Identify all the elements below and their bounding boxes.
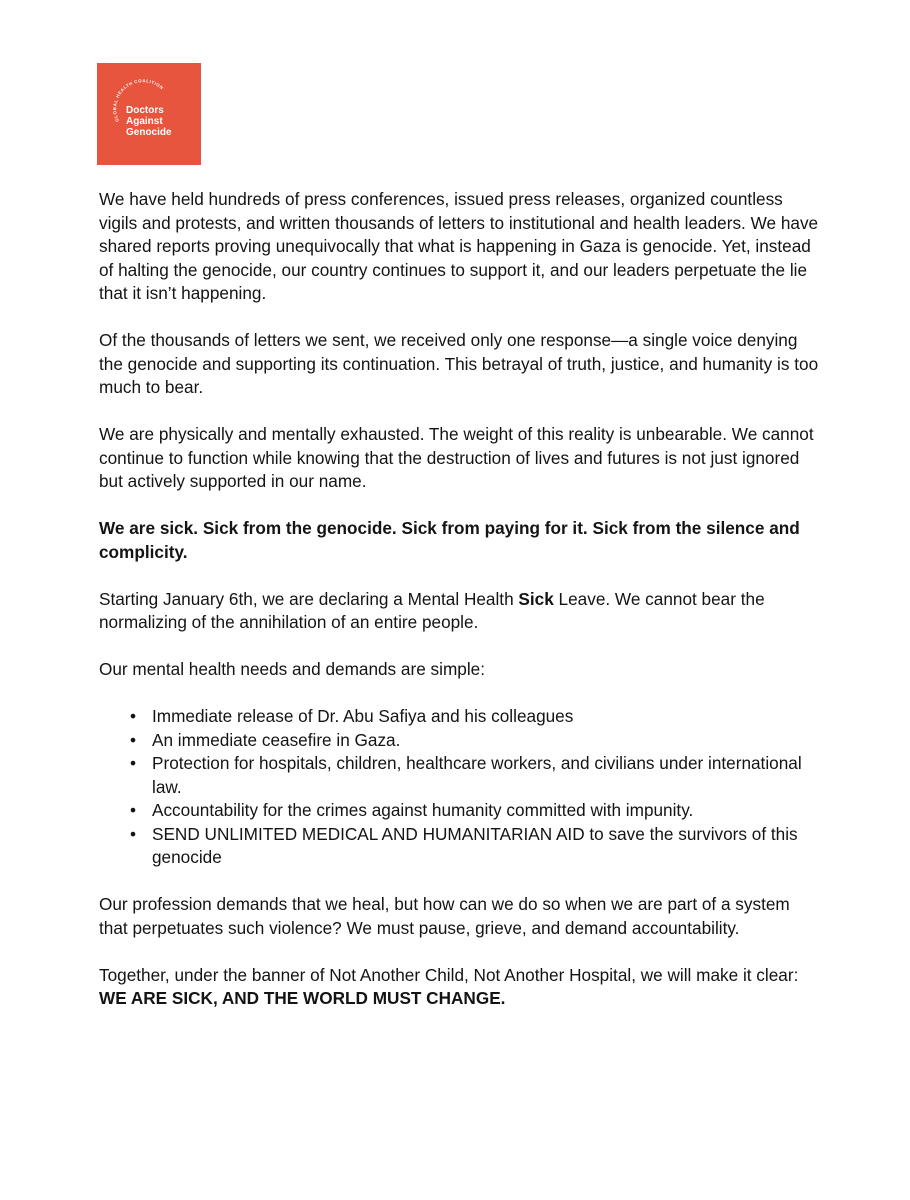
demand-item [99, 823, 819, 870]
demand-text: An immediate ceasefire in Gaza. [152, 729, 401, 750]
logo-graphic [97, 63, 201, 165]
bullet-icon: • [129, 729, 137, 750]
bullet-icon: • [129, 753, 137, 773]
demand-item [99, 752, 819, 799]
paragraph-letters-response: Of the thousands of letters we sent, we received only one response—a single voice denying the genocide and supporting its continuation. This betrayal of truth, justice, and humanity is too much to bear. [99, 330, 819, 397]
letter-body [99, 188, 819, 1034]
sick-leave-bold-word: Sick [518, 588, 554, 609]
demand-text: Protection for hospitals, children, healthcare workers, and civilians under international law. [152, 753, 802, 797]
demand-text: SEND UNLIMITED MEDICAL AND HUMANITARIAN AID to save the survivors of this genocide [152, 823, 798, 867]
paragraph-closing [99, 964, 819, 1011]
demand-item [99, 705, 819, 729]
paragraph-exhausted: We are physically and mentally exhausted. The weight of this reality is unbearable. We cannot continue to function while knowing that the destruction of lives and futures is not just ignored but actively supported in our name. [99, 424, 814, 491]
closing-text: Together, under the banner of Not Another Child, Not Another Hospital, we will make it clear: [99, 964, 799, 985]
logo-line-1: Doctors [126, 105, 164, 116]
bullet-icon: • [129, 800, 137, 820]
sick-leave-text-start: Starting January 6th, we are declaring a Mental Health [99, 588, 519, 609]
bullet-icon: • [129, 706, 137, 726]
sick-leave-text-end: Leave. We cannot bear the normalizing of the annihilation of an entire people. [99, 588, 765, 632]
demand-item [99, 729, 819, 753]
logo-line-3: Genocide [126, 127, 172, 138]
paragraph-demands-intro: Our mental health needs and demands are simple: [99, 659, 485, 679]
demand-text: Immediate release of Dr. Abu Safiya and his colleagues [152, 706, 574, 726]
logo-line-2: Against [126, 116, 163, 127]
bullet-icon: • [129, 823, 137, 844]
doctors-against-genocide-logo [97, 63, 201, 165]
demands-list [99, 705, 819, 870]
demand-item [99, 799, 819, 823]
demand-text: Accountability for the crimes against humanity committed with impunity. [152, 800, 694, 820]
paragraph-advocacy: We have held hundreds of press conferences, issued press releases, organized countless vigils and protests, and written thousands of letters to institutional and health leaders. We have shared reports proving unequivocally that what is happening in Gaza is genocide. Yet, instead of halting the genocide, our country continues to support it, and our leaders perpetuate the lie that it isn’t happening. [99, 189, 819, 303]
paragraph-we-are-sick: We are sick. Sick from the genocide. Sick from paying for it. Sick from the silence and complicity. [99, 518, 800, 562]
paragraph-profession: Our profession demands that we heal, but how can we do so when we are part of a system that perpetuates such violence? We must pause, grieve, and demand accountability. [99, 894, 790, 938]
closing-bold-statement: WE ARE SICK, AND THE WORLD MUST CHANGE. [99, 988, 506, 1008]
logo-arc-text: GLOBAL HEALTH COALITION [112, 78, 165, 123]
paragraph-sick-leave [99, 588, 819, 635]
